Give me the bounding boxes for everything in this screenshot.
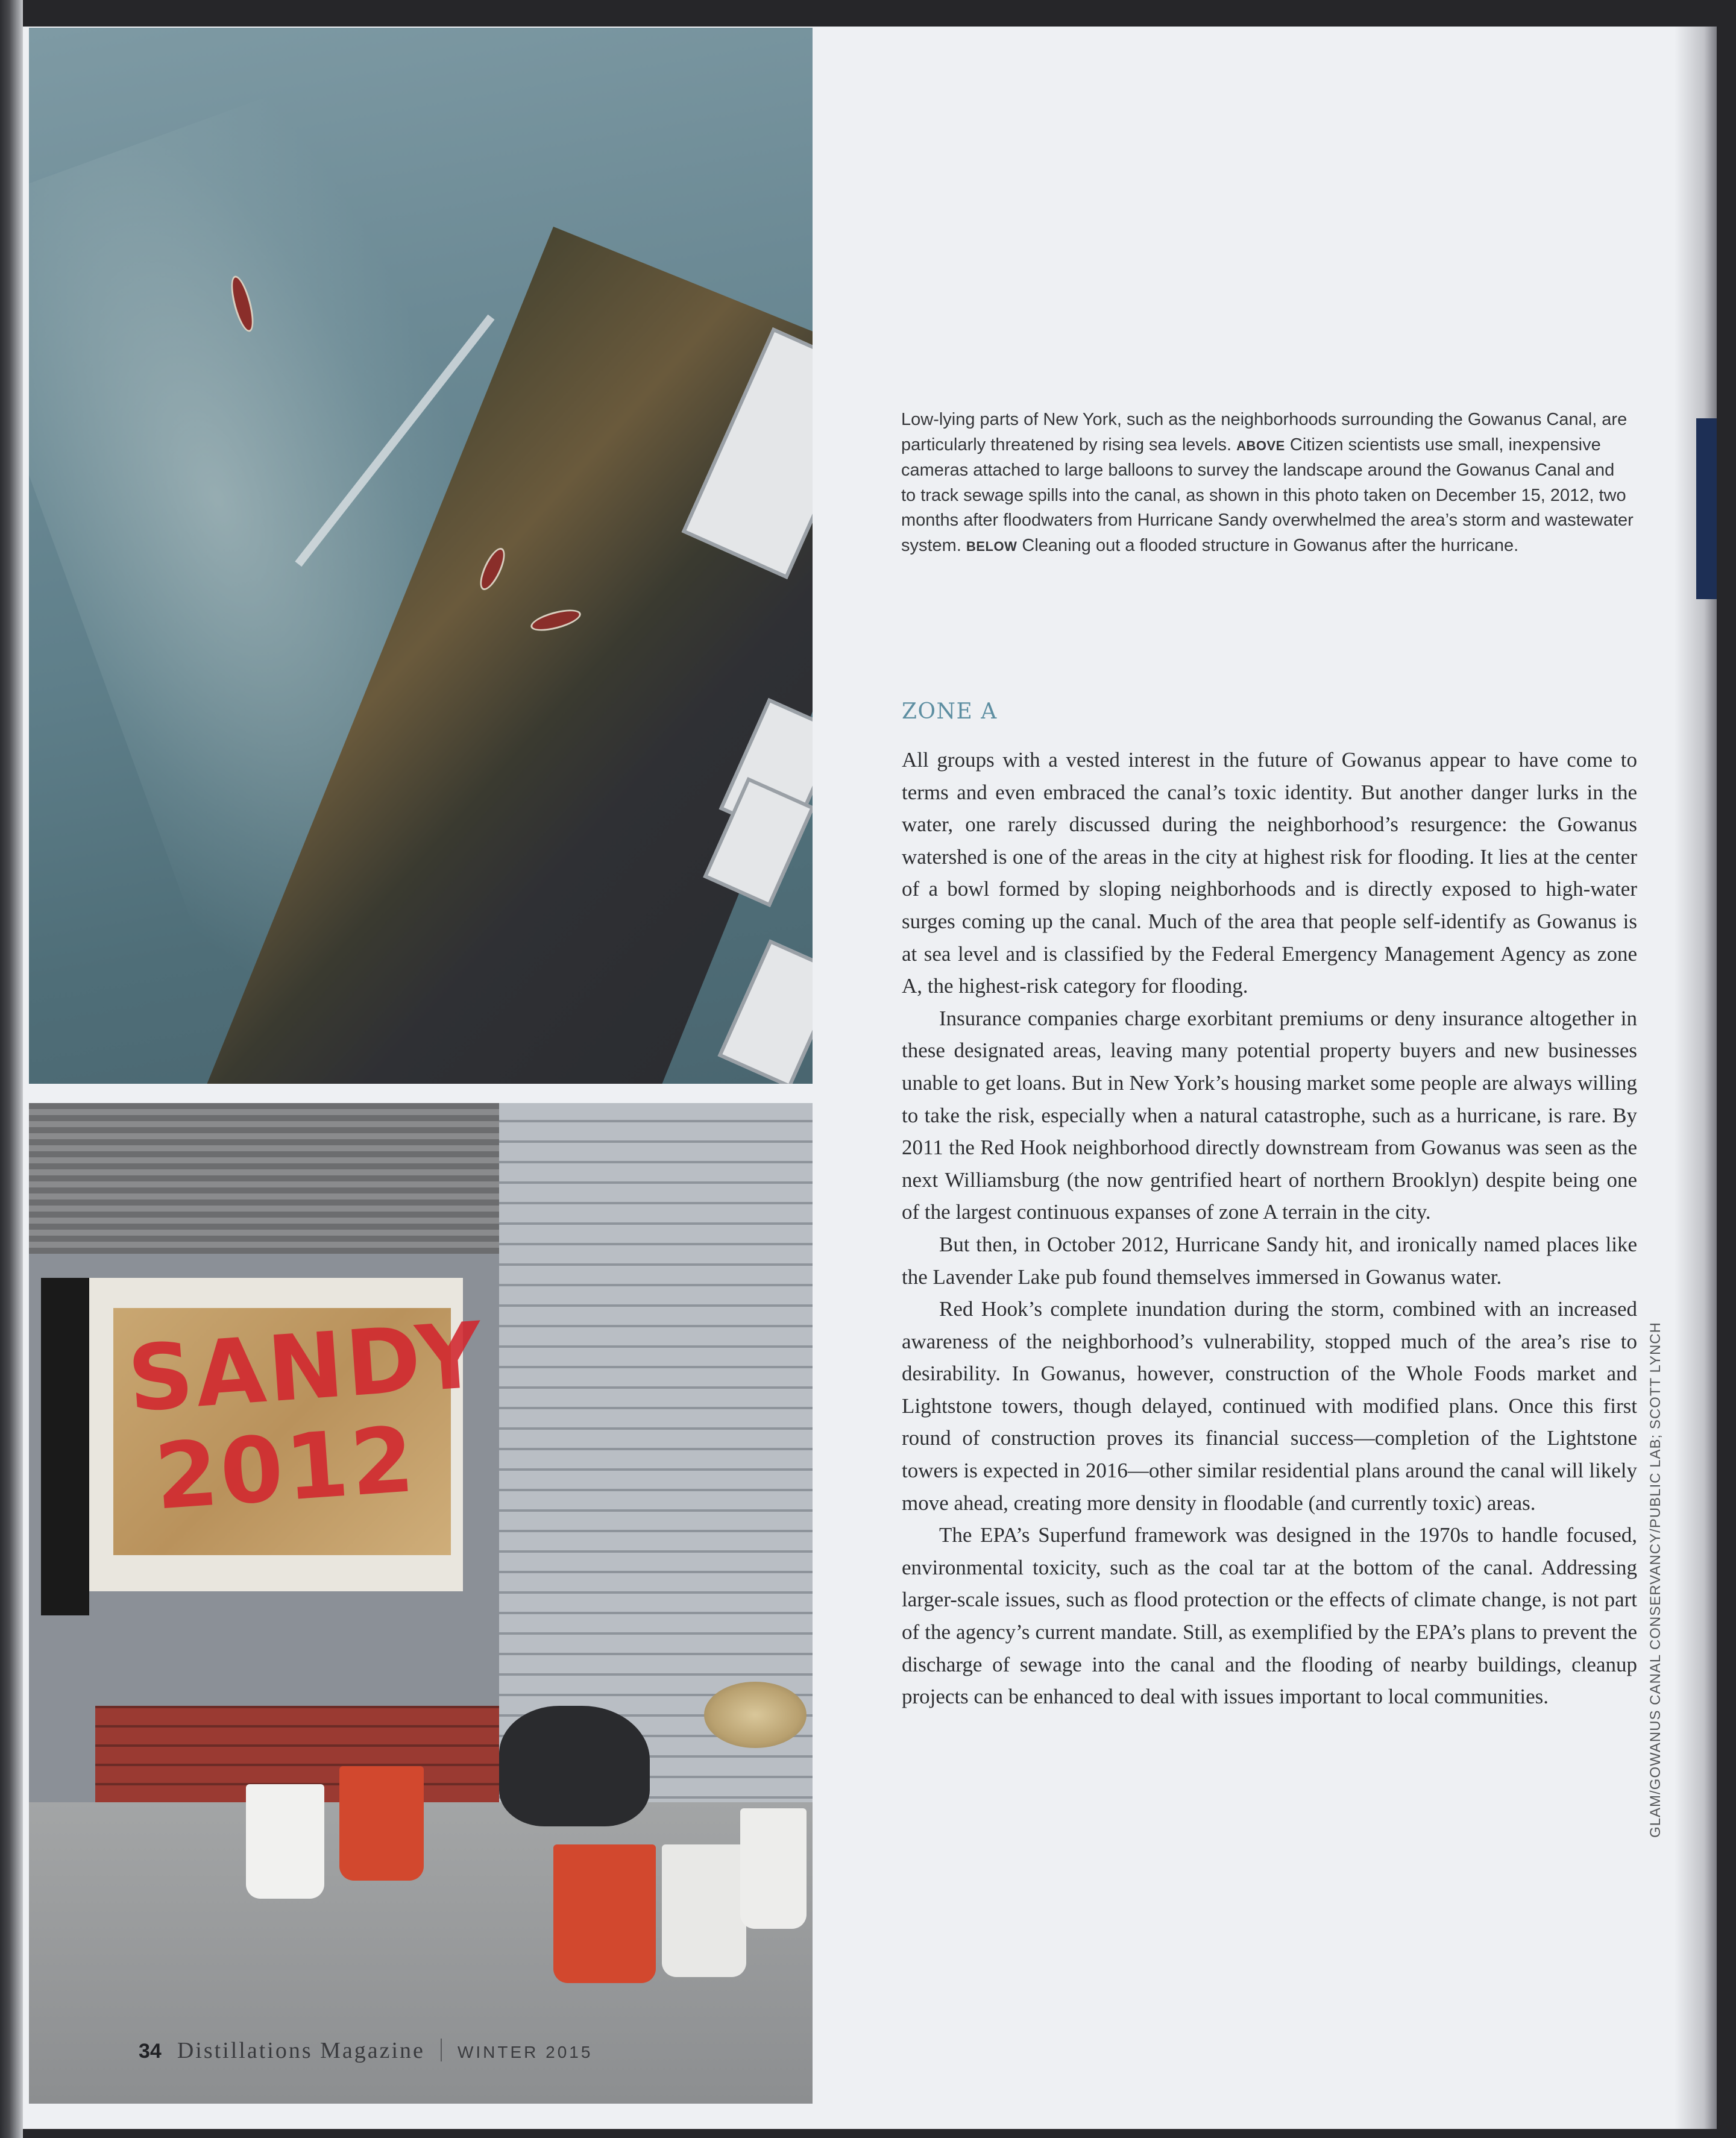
cymbal bbox=[704, 1682, 807, 1748]
truck-trailer bbox=[718, 939, 813, 1084]
page-footer bbox=[139, 2037, 593, 2064]
white-bucket bbox=[246, 1784, 324, 1899]
graffiti-line-2: 2012 bbox=[151, 1407, 420, 1530]
doorway bbox=[41, 1278, 89, 1615]
photo-credit: GLAM/GOWANUS CANAL CONSERVANCY/PUBLIC LAB; SCOTT LYNCH bbox=[1647, 1322, 1664, 1838]
footer-divider bbox=[441, 2039, 442, 2061]
paragraph: Insurance companies charge exorbitant premiums or deny insurance altogether in these designated areas, leaving many potential property buyers and new businesses unable to get loans. But in New York’s housing market some people are always willing to take the risk, especially when a natural catastrophe, such as a hurricane, is rare. By 2011 the Red Hook neighborhood directly downstream from Gowanus was seen as the next Williamsburg (the now gentrified heart of northern Brooklyn) despite being one of the largest continuous expanses of zone A terrain in the city. bbox=[902, 1006, 1637, 1224]
caption-label-below: BELOW bbox=[966, 538, 1017, 554]
caption-label-above: ABOVE bbox=[1236, 438, 1285, 453]
magazine-page bbox=[23, 27, 1717, 2129]
orange-bucket bbox=[339, 1766, 424, 1881]
aerial-canal-photo bbox=[29, 28, 813, 1084]
paragraph: But then, in October 2012, Hurricane Sandy hit, and ironically named places like the Lavender Lake pub found themselves immersed in Gowanus water. bbox=[902, 1232, 1637, 1289]
graffiti-text bbox=[124, 1303, 488, 1530]
white-bucket bbox=[740, 1808, 807, 1929]
graffiti-line-1: SANDY bbox=[124, 1303, 488, 1433]
paragraph: The EPA’s Superfund framework was designed in the 1970s to handle focused, environmental toxicity, such as the coal tar at the bottom of the canal. Addressing larger-scale issues, such as flood protection or the effects of climate change, is not part of the agency’s current mandate. Still, as exemplified by the EPA’s plans to prevent the discharge of sewage into the canal and the flooding of nearby buildings, cleanup projects can be enhanced to deal with issues important to local communities. bbox=[902, 1523, 1637, 1709]
article-body bbox=[902, 744, 1637, 1713]
caption-text: Citizen scientists use small, inexpensive cameras attached to large balloons to survey the landscape around the Gowanus Canal and to track sewage spills into the canal, as shown in this photo taken on December 15, 2012, two months after floodwaters from Hurricane Sandy overwhelmed the area’s storm and wastewater system. bbox=[901, 435, 1634, 555]
caption-text: Low-lying parts of New York, such as the neighborhoods surrounding the Gowanus Canal, are particularly threatened by rising sea levels. bbox=[901, 410, 1628, 454]
section-heading: ZONE A bbox=[902, 699, 998, 724]
orange-bucket bbox=[553, 1844, 656, 1983]
photo-caption bbox=[901, 407, 1634, 559]
issue-date: WINTER 2015 bbox=[457, 2043, 593, 2061]
flooded-structure-photo bbox=[29, 1103, 813, 2104]
page-edge bbox=[0, 0, 23, 2138]
caption-text: Cleaning out a flooded structure in Gowanus after the hurricane. bbox=[1017, 535, 1519, 555]
page-tab bbox=[1696, 418, 1717, 599]
rolling-shutter bbox=[29, 1103, 499, 1254]
paragraph: Red Hook’s complete inundation during the storm, combined with an increased awareness of the neighborhood’s vulnerability, stopped much of the area’s rise to desirability. In Gowanus, however, construction of the Whole Foods market and Lightstone towers, though delayed, continued with modified plans. Once this first round of construction proves its financial success—completion of the Lightstone towers is expected in 2016—other similar residential plans around the canal will likely move ahead, creating more density in floodable (and currently toxic) areas. bbox=[902, 1297, 1637, 1515]
spine-shadow bbox=[1675, 27, 1717, 2129]
white-bucket bbox=[662, 1844, 746, 1977]
paragraph: All groups with a vested interest in the future of Gowanus appear to have come to terms and even embraced the canal’s toxic identity. But another danger lurks in the water, one rarely discussed during the neighborhood’s resurgence: the Gowanus watershed is one of the areas in the city at highest risk for flooding. It lies at the center of a bowl formed by sloping neighborhoods and is directly exposed to high-water surges coming up the canal. Much of the area that people self-identify as Gowanus is at sea level and is classified by the Federal Emergency Management Agency as zone A, the highest-risk category for flooding. bbox=[902, 748, 1637, 998]
page-number: 34 bbox=[139, 2040, 162, 2063]
trash-bag bbox=[499, 1706, 650, 1826]
magazine-name: Distillations Magazine bbox=[177, 2038, 425, 2063]
